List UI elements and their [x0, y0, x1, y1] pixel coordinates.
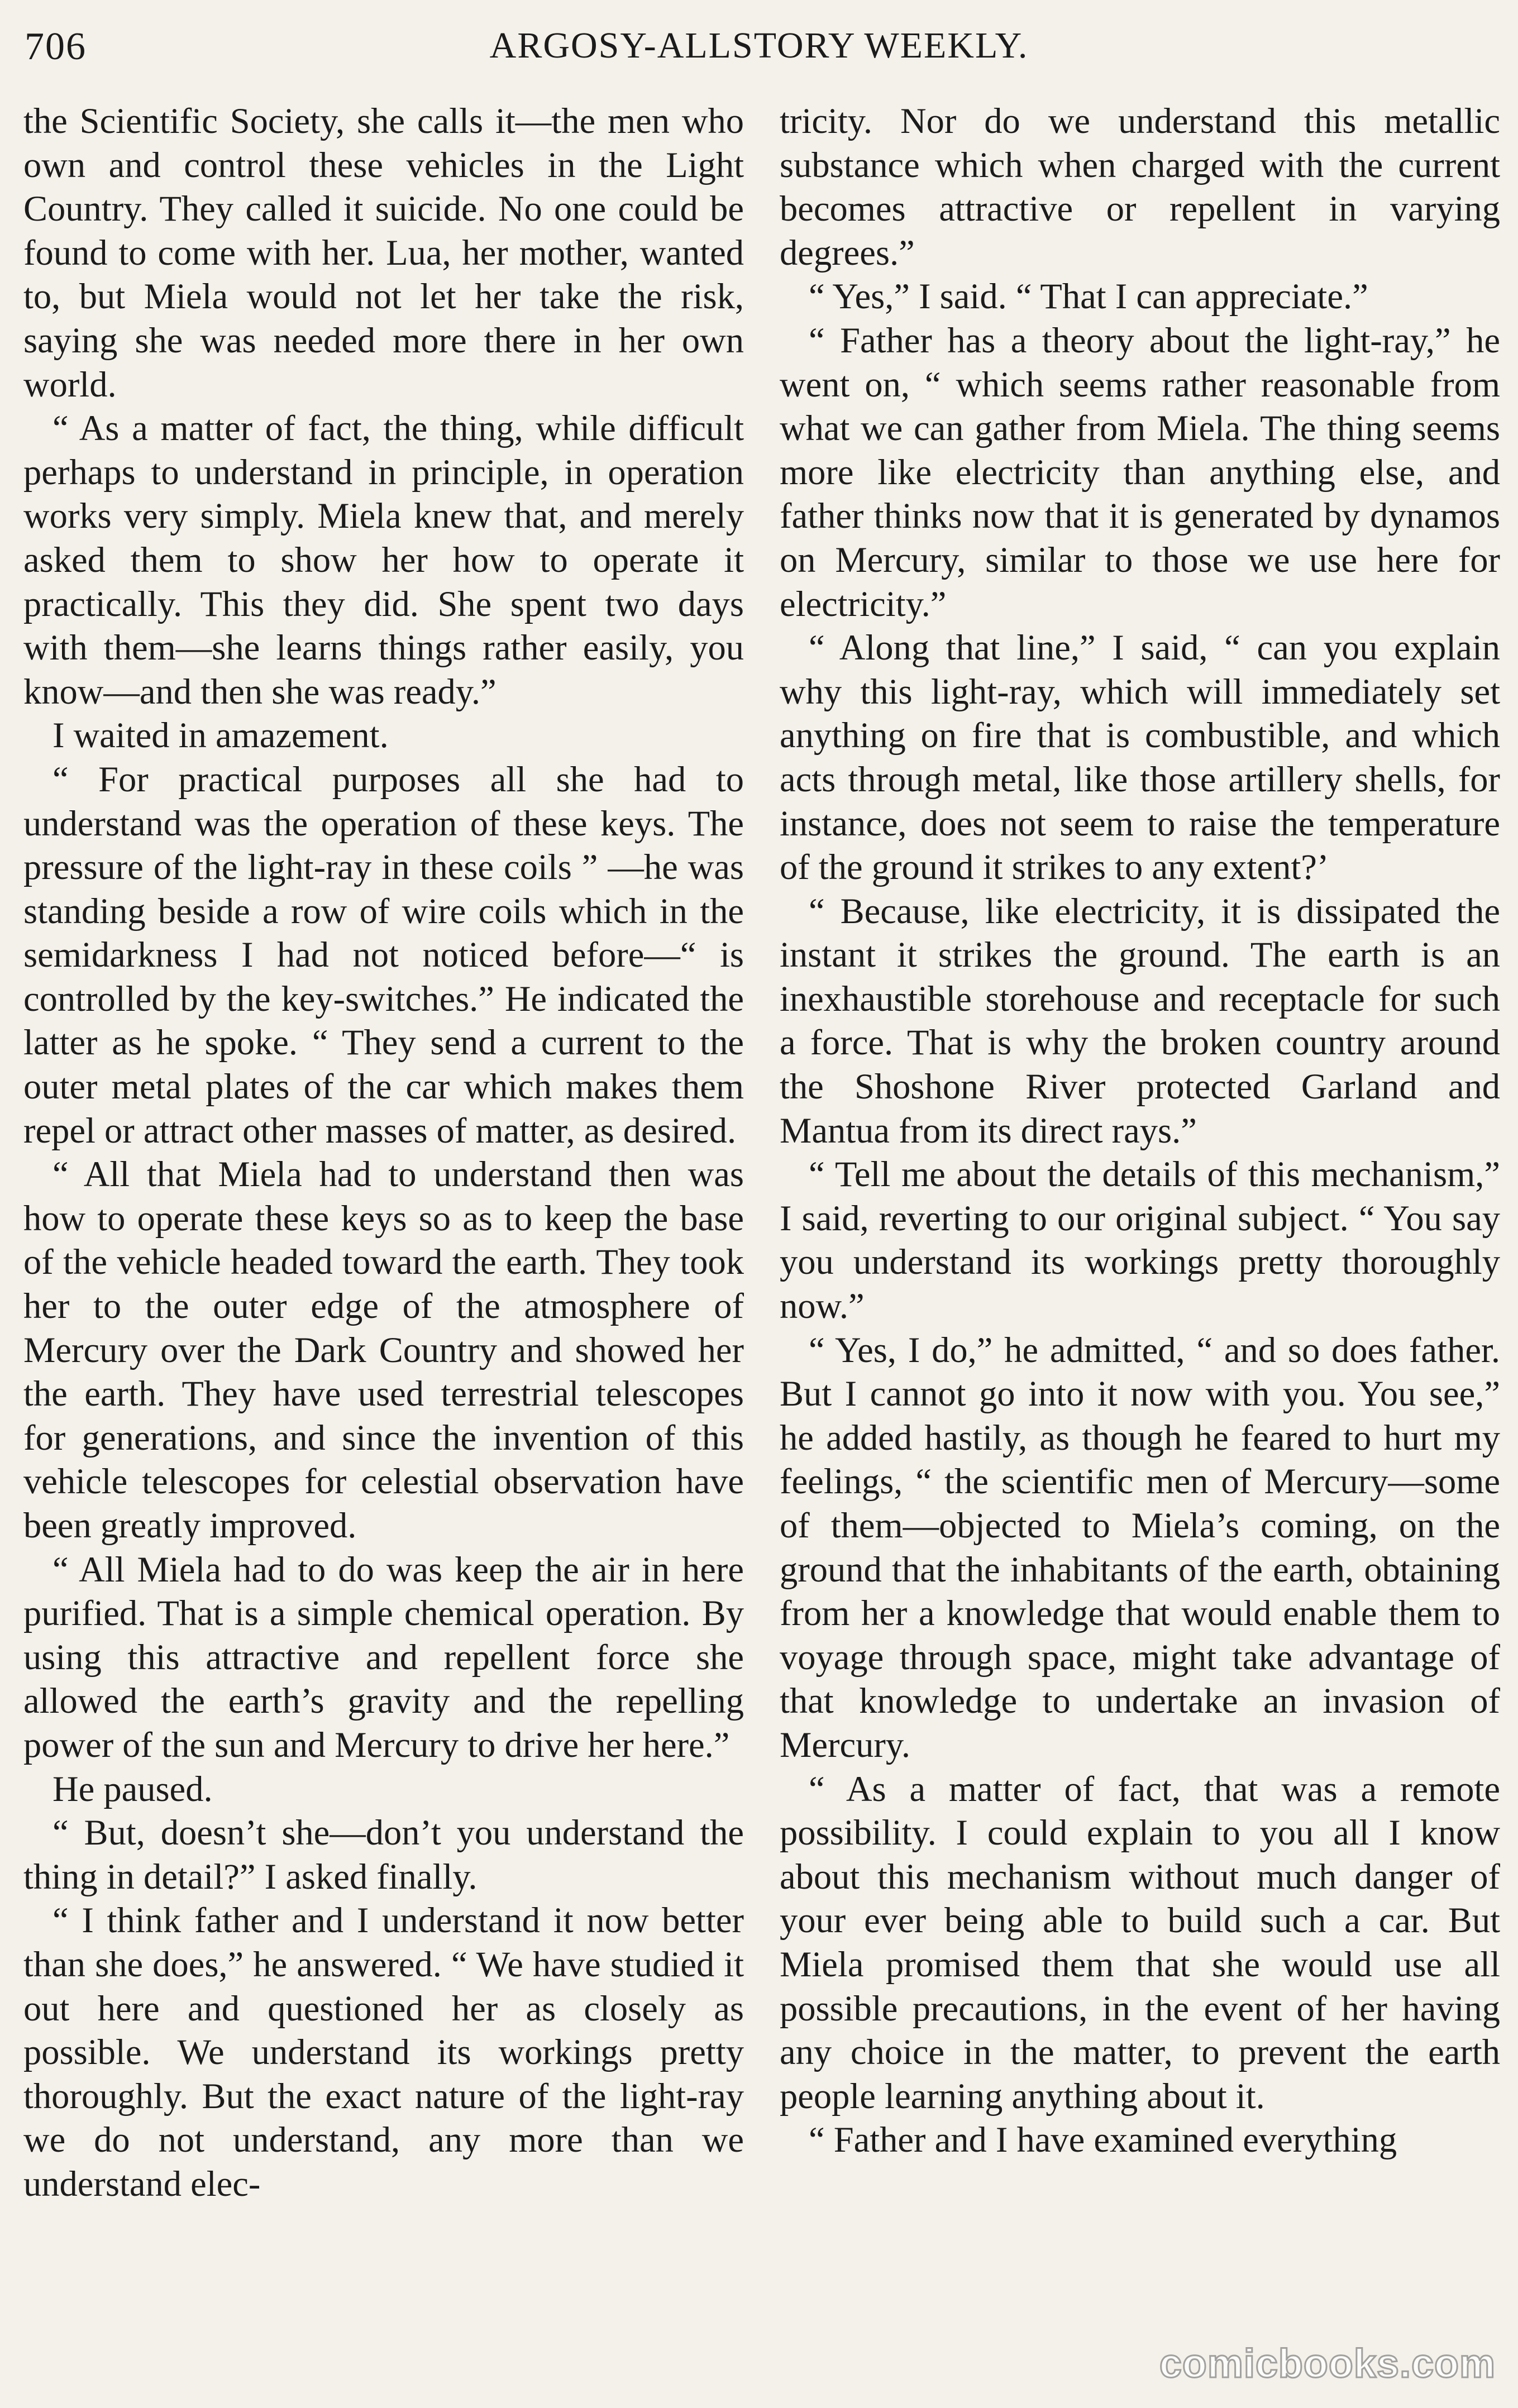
paragraph: “ Father and I have examined everything: [809, 2120, 1397, 2160]
paragraph: “ Along that line,” I said, “ can you explain why this light-ray, which will immediately set anything on fire that is combustible, and which acts through metal, like those artillery shells, for instance, does not seem to raise the temperature of the ground it strikes to any extent?’: [780, 628, 1500, 887]
right-column: [780, 99, 1500, 2162]
paragraph: “ I think father and I understand it now better than she does,” he answered. “ We have studied it out here and questioned her as closely as possible. We understand its workings pretty thoroughly. But the exact nature of the light-ray we do not understand, any more than we understand elec-: [23, 1900, 744, 2204]
paragraph: “ All that Miela had to understand then was how to operate these keys so as to keep the base of the vehicle headed toward the earth. They took her to the outer edge of the atmosphere of Mercury over the Dark Country and showed her the earth. They have used terrestrial telescopes for generations, and since the invention of this vehicle telescopes for celestial observation have been greatly improved.: [23, 1154, 744, 1545]
paragraph: “ Tell me about the details of this mechanism,” I said, reverting to our original subject. “ You say you understand its workings pretty thoroughly now.”: [780, 1154, 1500, 1326]
paragraph: “ As a matter of fact, the thing, while difficult perhaps to understand in principle, in operation works very simply. Miela knew that, and merely asked them to show her how to operate it practically. This they did. She spent two days with them—she learns things rather easily, you know—and then she was ready.”: [23, 408, 744, 711]
paragraph: “ But, doesn’t she—don’t you understand the thing in detail?” I asked finally.: [23, 1813, 744, 1896]
paragraph: “ Yes,” I said. “ That I can appreciate.”: [809, 276, 1368, 317]
paragraph: “ As a matter of fact, that was a remote possibility. I could explain to you all I know about this mechanism without much danger of your ever being able to build such a car. But Miela promised them that she would use all possible precautions, in the event of her having any choice in the matter, to prevent the earth people learning anything about it.: [780, 1769, 1500, 2116]
paragraph: the Scientific Society, she calls it—the men who own and control these vehicles in the Light Country. They called it suicide. No one could be found to come with her. Lua, her mother, wanted to, but Miela would not let her take the risk, saying she was needed more there in her own world.: [23, 101, 744, 404]
paragraph: “ Father has a theory about the light-ray,” he went on, “ which seems rather reasonable from what we can gather from Miela. The thing seems more like electricity than anything else, and father thinks now that it is generated by dynamos on Mercury, similar to those we use here for electricity.”: [780, 320, 1500, 624]
left-column: [23, 99, 744, 2206]
paragraph: “ Because, like electricity, it is dissipated the instant it strikes the ground. The earth is an inexhaustible storehouse and receptacle for such a force. That is why the broken country around the Shoshone River protected Garland and Mantua from its direct rays.”: [780, 891, 1500, 1150]
paragraph: I waited in amazement.: [52, 715, 389, 756]
paragraph: “ For practical purposes all she had to understand was the operation of these keys. The pressure of the light-ray in these coils ” —he was standing beside a row of wire coils which in the semidarkness I had not noticed before—“ is controlled by the key-switches.” He indicated the latter as he spoke. “ They send a current to the outer metal plates of the car which makes them repel or attract other masses of matter, as desired.: [23, 759, 744, 1150]
watermark-logo: comicbooks.com: [1159, 2342, 1496, 2386]
paragraph: tricity. Nor do we understand this metallic substance which when charged with the current becomes attractive or repellent in varying degrees.”: [780, 101, 1500, 273]
paragraph: “ All Miela had to do was keep the air in here purified. That is a simple chemical operation. By using this attractive and repellent force she allowed the earth’s gravity and the repelling power of the sun and Mercury to drive her here.”: [23, 1549, 744, 1765]
page-number: 706: [25, 25, 87, 68]
paragraph: He paused.: [52, 1769, 213, 1809]
paragraph: “ Yes, I do,” he admitted, “ and so does father. But I cannot go into it now with you. You see,” he added hastily, as though he feared to hurt my feelings, “ the scientific men of Mercury—some of them—objected to Miela’s coming, on the ground that the inhabitants of the earth, obtaining from her a knowledge that would enable them to voyage through space, might take advantage of that knowledge to undertake an invasion of Mercury.: [780, 1330, 1500, 1765]
magazine-title: ARGOSY-ALLSTORY WEEKLY.: [489, 25, 1029, 66]
page-header: [25, 17, 1493, 84]
